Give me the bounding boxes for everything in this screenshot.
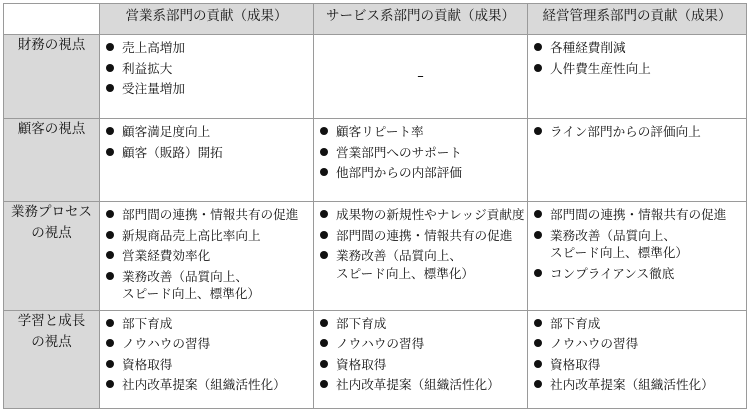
- bullet-icon: [320, 168, 328, 176]
- item-text: ノウハウの習得: [550, 336, 639, 351]
- row-learning: [4, 310, 747, 408]
- row-header-line: の視点: [31, 225, 72, 241]
- list-item: [319, 227, 527, 245]
- item-text: ライン部門からの評価向上: [550, 124, 701, 139]
- row-customer: [4, 119, 747, 202]
- bullet-icon: [320, 148, 328, 156]
- bullet-icon: [320, 251, 328, 259]
- item-text: 売上高増加: [122, 40, 185, 55]
- column-header-management: 経営管理系部門の貢献（成果）: [528, 4, 747, 35]
- row-header-line: 学習と成長: [17, 312, 86, 329]
- item-text: コンプライアンス徹底: [550, 265, 675, 281]
- bullet-icon: [534, 43, 542, 51]
- cell-financial-service: [314, 35, 528, 119]
- bullet-icon: [534, 380, 542, 388]
- item-text: 部下育成: [550, 315, 601, 331]
- item-text: 業務改善（品質向上、 スピード向上、標準化）: [550, 227, 689, 260]
- bullet-icon: [106, 319, 114, 327]
- empty-mark: –: [417, 69, 424, 84]
- row-header-line: の視点: [31, 333, 72, 350]
- bullet-icon: [320, 380, 328, 388]
- item-text: 業務改善（品質向上、 スピード向上、標準化）: [336, 248, 475, 281]
- row-header-line: 業務プロセス: [11, 204, 92, 220]
- item-text: ノウハウの習得: [122, 336, 211, 351]
- cell-process-management: [528, 202, 747, 311]
- item-text: 営業経費効率化: [122, 248, 211, 263]
- item-text: 資格取得: [336, 356, 387, 372]
- list-item: [319, 356, 527, 374]
- row-header-line: 顧客の視点: [17, 121, 86, 137]
- list-item: [105, 268, 313, 303]
- header-row: [4, 4, 747, 35]
- column-header-sales: 営業系部門の貢献（成果）: [100, 4, 314, 35]
- list-item: [533, 376, 746, 394]
- list-item: [533, 356, 746, 374]
- contribution-table: [3, 3, 747, 409]
- list-item: [319, 315, 527, 333]
- bullet-icon: [106, 272, 114, 280]
- cell-learning-sales: [100, 310, 314, 408]
- list-item: [533, 227, 746, 262]
- list-item: [319, 247, 527, 282]
- item-text: 顧客（販路）開拓: [122, 144, 223, 160]
- row-header-line: 財務の視点: [17, 37, 86, 53]
- bullet-icon: [106, 251, 114, 259]
- list-item: [105, 60, 313, 78]
- list-item: [533, 206, 746, 224]
- item-text: 資格取得: [550, 356, 601, 372]
- item-text: 新規商品売上高比率向上: [122, 227, 261, 243]
- row-header-customer: [4, 119, 100, 202]
- row-header-learning: [4, 310, 100, 408]
- list-item: [105, 123, 313, 141]
- list-item: [105, 144, 313, 162]
- list-item: [533, 60, 746, 78]
- corner-cell: [4, 4, 100, 35]
- item-text: 社内改革提案（組織活性化）: [122, 377, 286, 392]
- row-process: [4, 202, 747, 311]
- bullet-icon: [320, 360, 328, 368]
- list-item: [319, 376, 527, 394]
- item-text: 部門間の連携・情報共有の促進: [336, 227, 513, 243]
- cell-customer-management: [528, 119, 747, 202]
- bullet-icon: [534, 360, 542, 368]
- item-text: 社内改革提案（組織活性化）: [550, 377, 714, 392]
- cell-customer-sales: [100, 119, 314, 202]
- item-text: 受注量増加: [122, 81, 185, 96]
- item-text: 他部門からの内部評価: [336, 165, 462, 180]
- item-text: 部下育成: [336, 315, 387, 331]
- item-text: 営業部門へのサポート: [336, 144, 462, 160]
- list-item: [105, 247, 313, 265]
- cell-learning-service: [314, 310, 528, 408]
- item-text: 顧客リピート率: [336, 124, 424, 139]
- bullet-icon: [534, 231, 542, 239]
- cell-financial-management: [528, 35, 747, 119]
- cell-customer-service: [314, 119, 528, 202]
- list-item: [105, 227, 313, 245]
- item-text: 成果物の新規性やナレッジ貢献度: [336, 207, 525, 222]
- cell-learning-management: [528, 310, 747, 408]
- list-item: [105, 356, 313, 374]
- bullet-icon: [534, 319, 542, 327]
- item-text: 業務改善（品質向上、 スピード向上、標準化）: [122, 268, 261, 301]
- bullet-icon: [534, 269, 542, 277]
- list-item: [105, 206, 313, 224]
- bullet-icon: [534, 127, 542, 135]
- item-text: 利益拡大: [122, 60, 173, 76]
- bullet-icon: [534, 339, 542, 347]
- row-header-financial: [4, 35, 100, 119]
- bullet-icon: [320, 339, 328, 347]
- item-text: 各種経費削減: [550, 40, 626, 55]
- list-item: [533, 265, 746, 283]
- bullet-icon: [106, 360, 114, 368]
- bullet-icon: [106, 64, 114, 72]
- bullet-icon: [320, 319, 328, 327]
- row-financial: [4, 35, 747, 119]
- item-text: 人件費生産性向上: [550, 60, 651, 76]
- bullet-icon: [106, 127, 114, 135]
- list-item: [319, 164, 527, 182]
- column-header-service: サービス系部門の貢献（成果）: [314, 4, 528, 35]
- list-item: [105, 80, 313, 98]
- bullet-icon: [534, 210, 542, 218]
- cell-process-sales: [100, 202, 314, 311]
- list-item: [319, 335, 527, 353]
- list-item: [105, 39, 313, 57]
- item-text: 顧客満足度向上: [122, 124, 211, 139]
- item-text: 社内改革提案（組織活性化）: [336, 377, 500, 392]
- item-text: 部門間の連携・情報共有の促進: [122, 207, 299, 222]
- list-item: [533, 315, 746, 333]
- list-item: [105, 335, 313, 353]
- bullet-icon: [106, 339, 114, 347]
- bullet-icon: [106, 380, 114, 388]
- list-item: [533, 123, 746, 141]
- list-item: [105, 315, 313, 333]
- item-text: ノウハウの習得: [336, 336, 425, 351]
- item-text: 資格取得: [122, 356, 173, 372]
- bullet-icon: [534, 64, 542, 72]
- item-text: 部門間の連携・情報共有の促進: [550, 207, 727, 222]
- list-item: [319, 123, 527, 141]
- bullet-icon: [106, 148, 114, 156]
- bullet-icon: [106, 210, 114, 218]
- list-item: [533, 335, 746, 353]
- cell-process-service: [314, 202, 528, 311]
- cell-financial-sales: [100, 35, 314, 119]
- bullet-icon: [106, 84, 114, 92]
- row-header-process: [4, 202, 100, 311]
- item-text: 部下育成: [122, 315, 173, 331]
- bullet-icon: [320, 127, 328, 135]
- list-item: [319, 144, 527, 162]
- list-item: [533, 39, 746, 57]
- bullet-icon: [106, 43, 114, 51]
- bullet-icon: [320, 231, 328, 239]
- list-item: [105, 376, 313, 394]
- bullet-icon: [106, 231, 114, 239]
- bullet-icon: [320, 210, 328, 218]
- list-item: [319, 206, 527, 224]
